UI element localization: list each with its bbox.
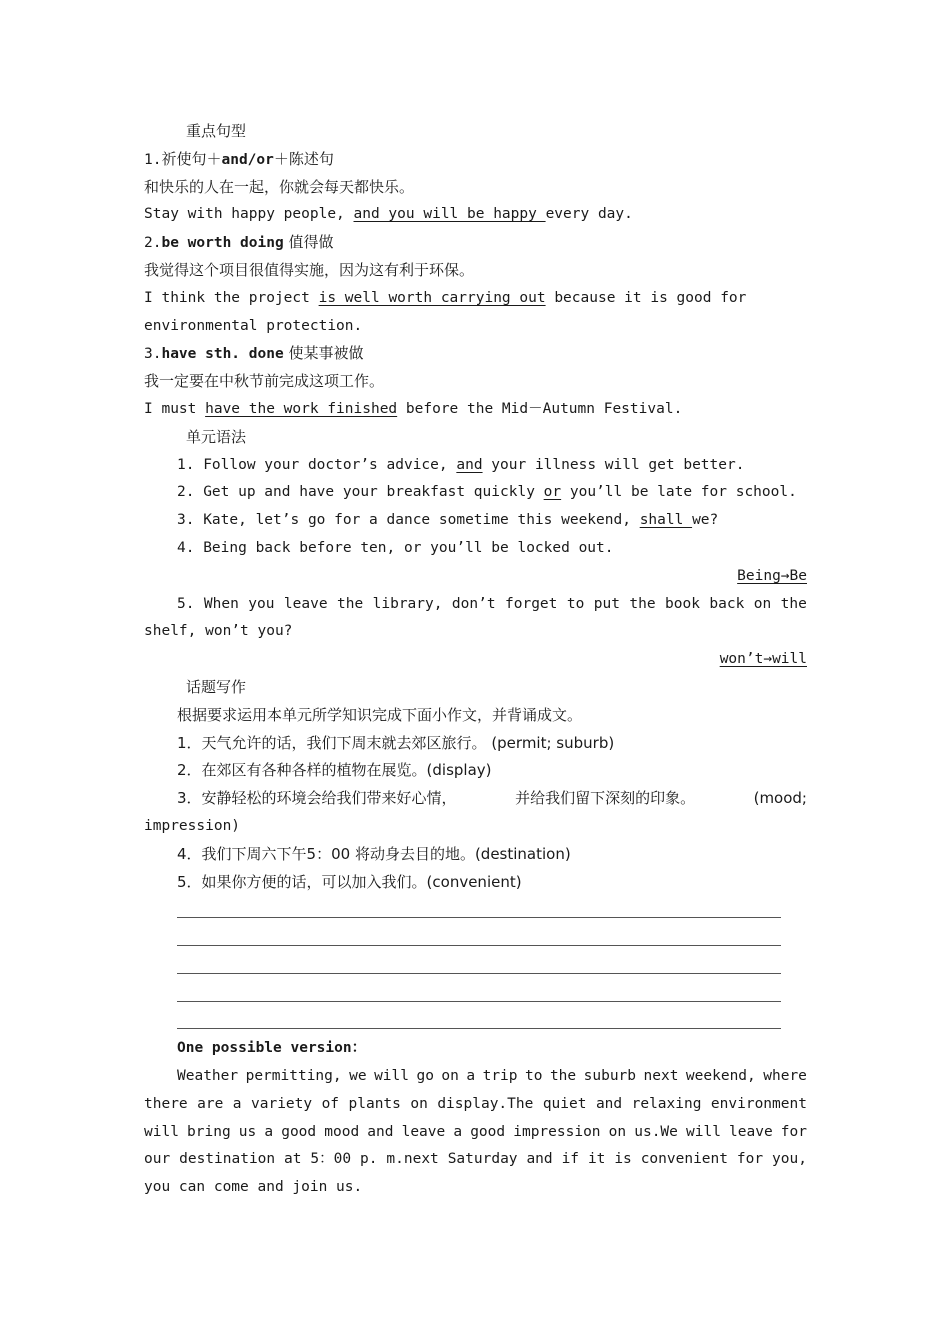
word: book [665, 595, 700, 612]
word: us [238, 1123, 257, 1140]
pattern-2-chinese: 我觉得这个项目很值得实施，因为这有利于环保。 [144, 260, 475, 279]
word: Weather [177, 1068, 239, 1085]
word: library, [372, 595, 443, 612]
answer-fill: is well worth carrying out [318, 289, 546, 306]
answer-fill: and you will be happy [353, 206, 546, 223]
section-heading-grammar: 单元语法 [186, 427, 247, 446]
word: leave [283, 595, 328, 612]
word: Saturday [447, 1151, 518, 1168]
word: good [281, 1123, 317, 1140]
word: and [367, 1123, 394, 1140]
word: good [470, 1123, 506, 1140]
word: 5. [177, 595, 195, 612]
grammar-item-5 [144, 591, 807, 619]
word: on [753, 595, 772, 612]
word: 3．安静轻松的环境会给我们带来好心情， [177, 789, 457, 808]
word: impression [513, 1123, 601, 1140]
word: the [780, 595, 807, 612]
word: our [144, 1151, 171, 1168]
model-answer-line [144, 1063, 807, 1091]
word: environment [710, 1095, 807, 1112]
word: of [321, 1095, 340, 1112]
word: (mood; [753, 789, 807, 808]
answer-blank-line[interactable] [177, 952, 781, 980]
word: the [629, 595, 656, 612]
pattern-1-english: Stay with happy people, and you will be happy every day. [144, 206, 633, 223]
word: m.next [386, 1151, 439, 1168]
word: go [416, 1068, 434, 1085]
section-heading-writing: 话题写作 [186, 677, 247, 696]
writing-prompt-2: 2．在郊区有各种各样的植物在展览。(display) [177, 761, 492, 780]
word: and [526, 1151, 553, 1168]
grammar-item-1: 1. Follow your doctor’s advice, and your illness will get better. [177, 456, 745, 473]
answer-fill: and [456, 456, 483, 473]
writing-prompt-5: 5．如果你方便的话，可以加入我们。(convenient) [177, 872, 522, 891]
word: destination [179, 1151, 276, 1168]
grammar-item-5-cont: shelf, won’t you? [144, 623, 293, 640]
word: a [232, 1095, 242, 1112]
word: a [264, 1123, 274, 1140]
word: a [466, 1068, 476, 1085]
answer-fill: have the work finished [205, 400, 398, 417]
word: the [549, 1068, 577, 1085]
word: convenient [640, 1151, 728, 1168]
word: for [780, 1123, 807, 1140]
word: leave [729, 1123, 773, 1140]
word: don’t [451, 595, 496, 612]
writing-prompt-4: 4．我们下周六下午5：00 将动身去目的地。(destination) [177, 844, 571, 863]
grammar-item-5-answer: won’t→will [719, 651, 807, 668]
answer-blank-line[interactable] [177, 1008, 781, 1036]
document-page [144, 118, 807, 1202]
word: put [593, 595, 620, 612]
word: on [410, 1095, 428, 1112]
word: to [566, 595, 585, 612]
word: the [337, 595, 364, 612]
word: back [709, 595, 745, 612]
word: suburb [583, 1068, 637, 1085]
word: you, [772, 1151, 807, 1168]
grammar-item-2: 2. Get up and have your breakfast quickly or you’ll be late for school. [177, 484, 797, 501]
pattern-3-english: I must have the work finished before the Mid－Autumn Festival. [144, 400, 683, 417]
word: quiet [542, 1095, 587, 1112]
word: variety [251, 1095, 313, 1112]
model-answer-line [144, 1091, 807, 1119]
word: you [248, 595, 275, 612]
grammar-item-4: 4. Being back before ten, or you’ll be locked out. [177, 539, 614, 556]
word: leave [401, 1123, 446, 1140]
word: will [374, 1068, 409, 1085]
word: at [284, 1151, 302, 1168]
word: will [144, 1123, 179, 1140]
word: permitting, [245, 1068, 342, 1085]
answer-fill: shall [639, 512, 693, 529]
word: are [197, 1095, 224, 1112]
pattern-3-chinese: 我一定要在中秋节前完成这项工作。 [144, 372, 385, 391]
word: to [525, 1068, 543, 1085]
model-answer-line [144, 1119, 807, 1147]
word: for [736, 1151, 764, 1168]
word: a [453, 1123, 463, 1140]
pattern-2-title: 2.be worth doing 值得做 [144, 233, 334, 252]
word: display.The [437, 1095, 534, 1112]
word: weekend, [685, 1068, 756, 1085]
section-heading-key-sentences: 重点句型 [186, 122, 247, 140]
word: us.We [634, 1123, 678, 1140]
writing-prompt-1: 1．天气允许的话，我们下周末就去郊区旅行。 (permit; suburb) [177, 733, 615, 752]
word: we [349, 1068, 367, 1085]
word: there [144, 1095, 188, 1112]
word: where [763, 1068, 807, 1085]
word: 5：00 [310, 1151, 352, 1168]
grammar-item-4-answer: Being→Be [737, 567, 807, 584]
writing-instructions: 根据要求运用本单元所学知识完成下面小作文，并背诵成文。 [177, 705, 583, 724]
grammar-item-3: 3. Kate, let’s go for a dance sometime this weekend, shall we? [177, 512, 719, 529]
writing-prompt-3-cont: impression) [144, 817, 241, 834]
word: forget [505, 595, 558, 612]
pattern-1-title: 1.祈使句＋and/or＋陈述句 [144, 149, 334, 168]
word: trip [482, 1068, 518, 1085]
word: plants [348, 1095, 401, 1112]
word: on [441, 1068, 459, 1085]
pattern-2-english: I think the project is well worth carrying out because it is good for [144, 289, 747, 306]
answer-blank-line[interactable] [177, 924, 781, 952]
word: is [614, 1151, 632, 1168]
word: relaxing [631, 1095, 702, 1112]
word: will [686, 1123, 721, 1140]
word: and [595, 1095, 623, 1112]
word: When [203, 595, 239, 612]
writing-prompt-3 [144, 785, 807, 813]
word: bring [187, 1123, 231, 1140]
model-answer-heading: One possible version： [177, 1040, 367, 1057]
answer-blank-line[interactable] [177, 896, 781, 924]
pattern-1-chinese: 和快乐的人在一起，你就会每天都快乐。 [144, 177, 415, 196]
model-answer-line [144, 1146, 807, 1174]
word: 并给我们留下深刻的印象。 [515, 789, 696, 808]
word: next [643, 1068, 679, 1085]
model-answer-line: you can come and join us. [144, 1179, 363, 1196]
word: if [561, 1151, 580, 1168]
answer-fill: or [543, 484, 562, 501]
word: mood [324, 1123, 360, 1140]
word: p. [360, 1151, 378, 1168]
pattern-2-english-cont: environmental protection. [144, 317, 363, 334]
pattern-3-title: 3.have sth. done 使某事被做 [144, 344, 364, 363]
answer-blank-line[interactable] [177, 980, 781, 1008]
word: on [608, 1123, 627, 1140]
word: it [587, 1151, 606, 1168]
